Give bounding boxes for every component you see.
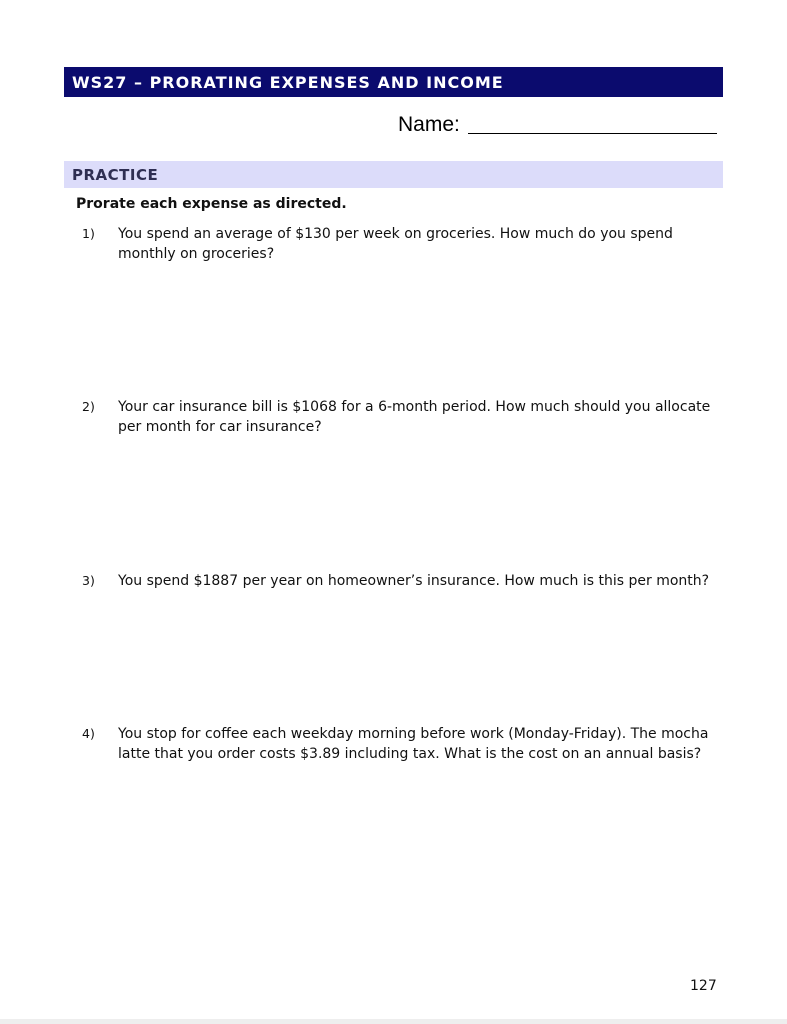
question-text: You stop for coffee each weekday morning before work (Monday-Friday). The mocha latte that you order costs $3.89 including tax. What is the cost on an annual basis? xyxy=(118,726,709,762)
name-blank-line xyxy=(468,113,717,134)
name-field xyxy=(398,113,717,137)
question-number: 2) xyxy=(82,399,95,414)
worksheet-title-bar xyxy=(64,67,723,97)
section-heading: PRACTICE xyxy=(72,165,159,184)
instructions: Prorate each expense as directed. xyxy=(76,196,347,212)
question-number: 1) xyxy=(82,226,95,241)
question-number: 3) xyxy=(82,573,95,588)
question-text: Your car insurance bill is $1068 for a 6-month period. How much should you allocate per month for car insurance? xyxy=(118,399,711,435)
section-heading-bar xyxy=(64,161,723,188)
worksheet-title: WS27 – PRORATING EXPENSES AND INCOME xyxy=(72,72,504,92)
question-text: You spend an average of $130 per week on groceries. How much do you spend monthly on groceries? xyxy=(118,226,673,262)
name-label: Name: xyxy=(398,113,460,136)
question-text: You spend $1887 per year on homeowner’s insurance. How much is this per month? xyxy=(118,573,710,589)
page-bottom-edge xyxy=(0,1019,787,1024)
question-number: 4) xyxy=(82,726,95,741)
page-number: 127 xyxy=(690,978,717,994)
